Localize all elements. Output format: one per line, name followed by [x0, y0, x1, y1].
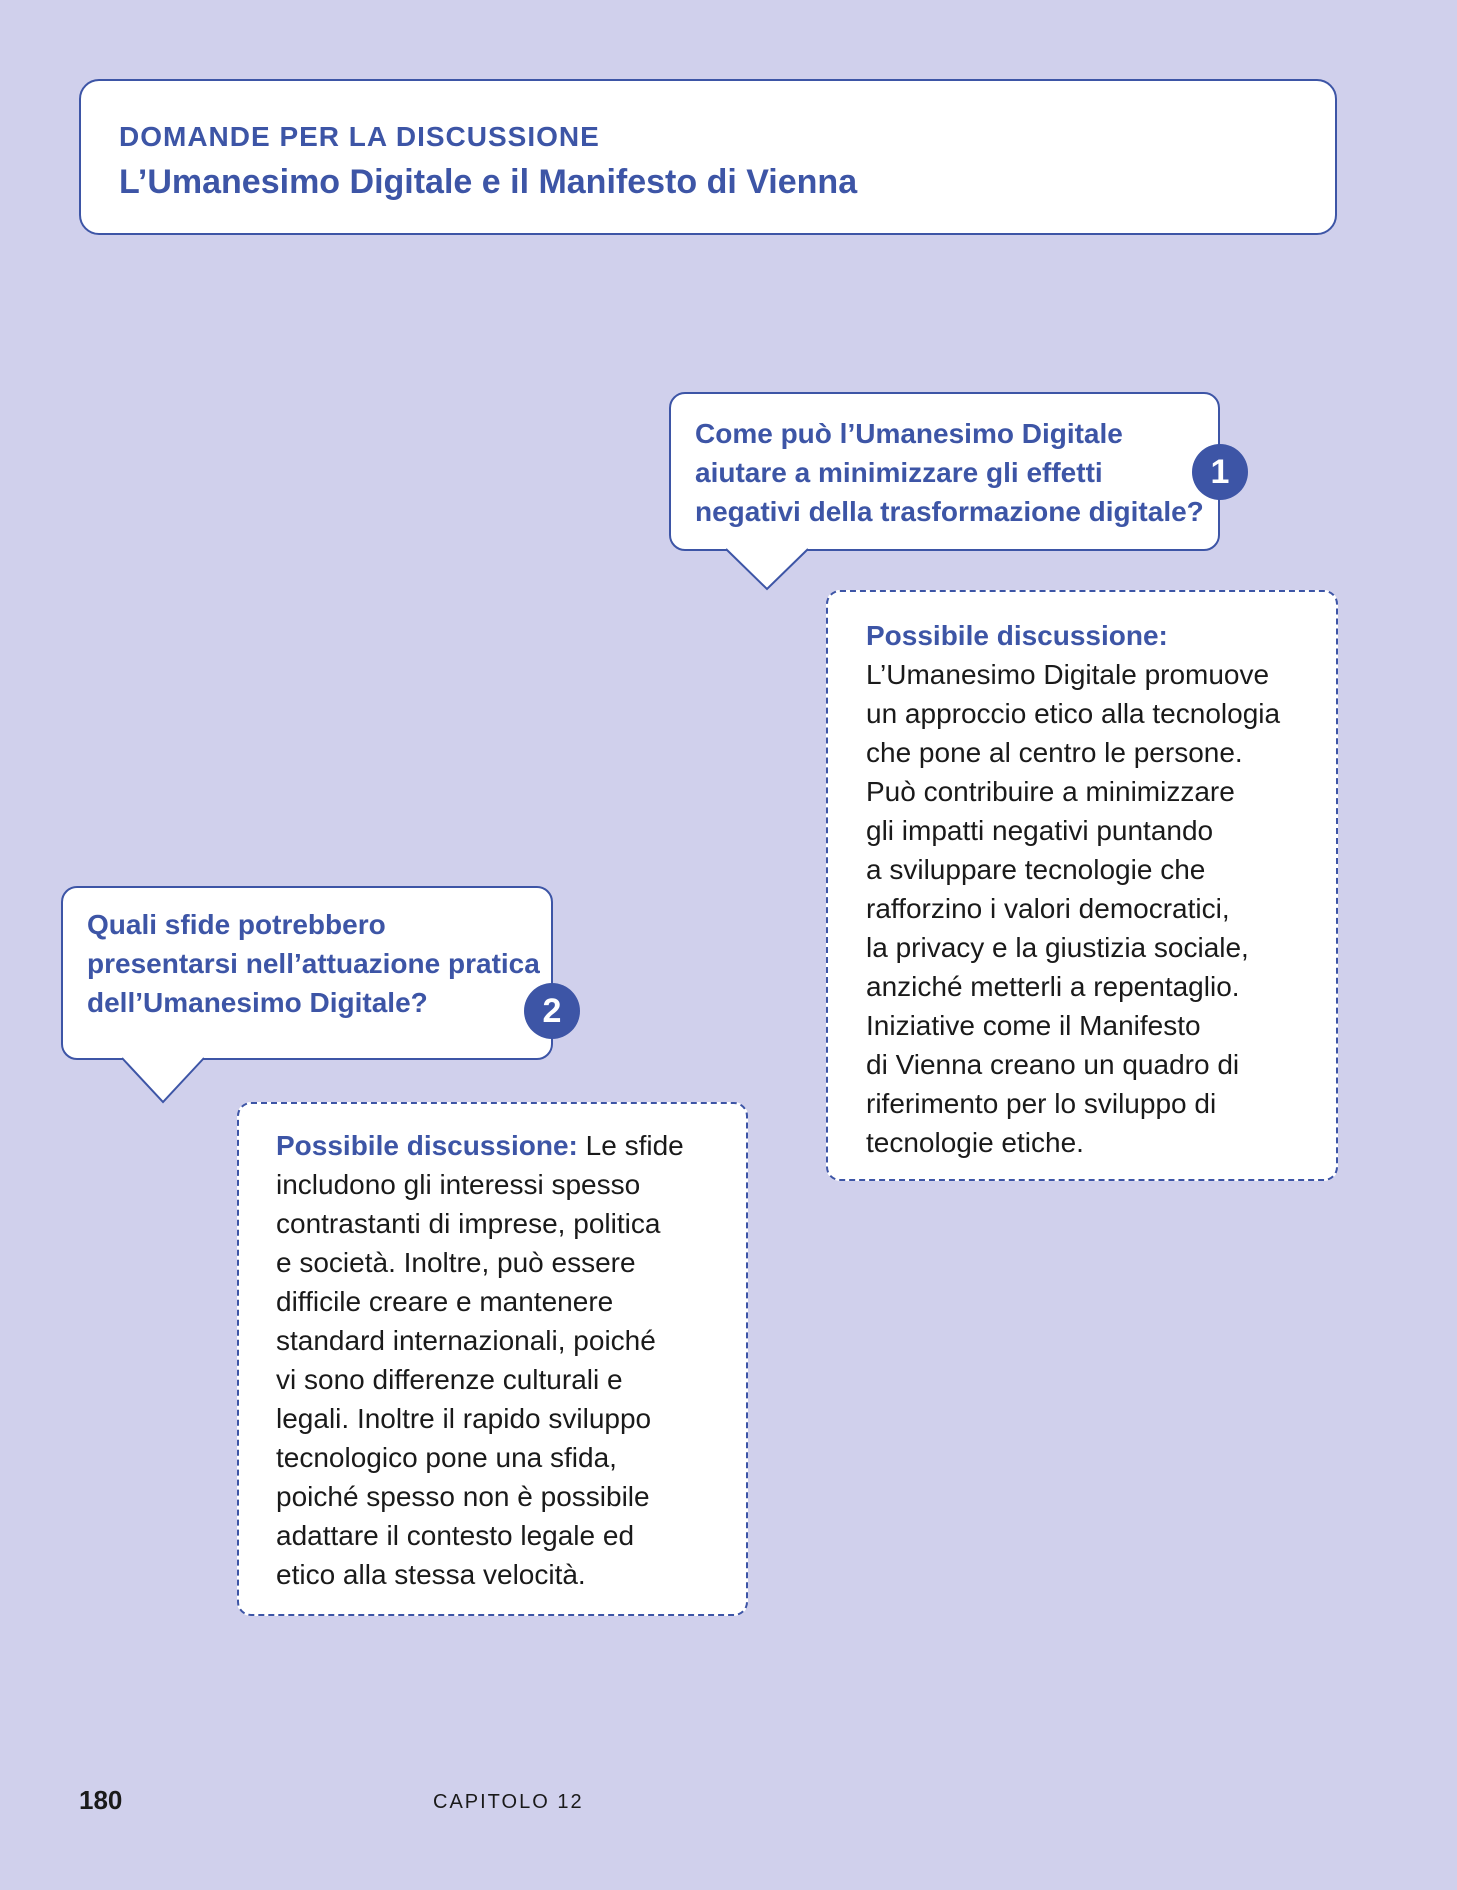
speech-tail-2: [122, 1058, 206, 1106]
chapter-label: CAPITOLO 12: [433, 1791, 584, 1813]
section-kicker: DOMANDE PER LA DISCUSSIONE: [119, 121, 600, 152]
page-number: 180: [79, 1785, 123, 1815]
answer-text-2: [276, 1126, 684, 1594]
question-number-badge-1: 1: [1192, 444, 1248, 500]
answer-label-1: Possibile discussione:: [866, 620, 1168, 651]
question-text-2: Quali sfide potrebbero presentarsi nell’attuazione pratica dell’Umanesimo Digitale?: [87, 909, 540, 1018]
answer-text-1: [866, 616, 1280, 1162]
page-title: L’Umanesimo Digitale e il Manifesto di Vienna: [119, 163, 858, 201]
question-bubble-2: [61, 886, 553, 1060]
speech-tail-1: [726, 549, 810, 593]
header-box: [79, 79, 1337, 235]
question-text-1: Come può l’Umanesimo Digitale aiutare a minimizzare gli effetti negativi della trasformazione digitale?: [695, 418, 1204, 527]
question-number-badge-2: 2: [524, 983, 580, 1039]
answer-label-2: Possibile discussione:: [276, 1130, 578, 1161]
answer-box-1: [826, 590, 1338, 1181]
answer-body-1: L’Umanesimo Digitale promuove un approccio etico alla tecnologia che pone al centro le persone. Può contribuire a minimizzare gli impatti negativi puntando a sviluppare tecnologie che rafforzino i valori democratici, la privacy e la giustizia sociale, anziché metterli a repentaglio. Iniziative come il Manifesto di Vienna creano un quadro di riferimento per lo sviluppo di tecnologie etiche.: [866, 659, 1281, 1158]
question-bubble-1: [669, 392, 1220, 551]
answer-body-2: Le sfide includono gli interessi spesso contrastanti di imprese, politica e società. Inoltre, può essere difficile creare e mantenere standard internazionali, poiché vi sono differenze culturali e legali. Inoltre il rapido sviluppo tecnologico pone una sfida, poiché spesso non è possibile adattare il contesto legale ed etico alla stessa velocità.: [276, 1130, 684, 1590]
answer-box-2: [237, 1102, 748, 1616]
